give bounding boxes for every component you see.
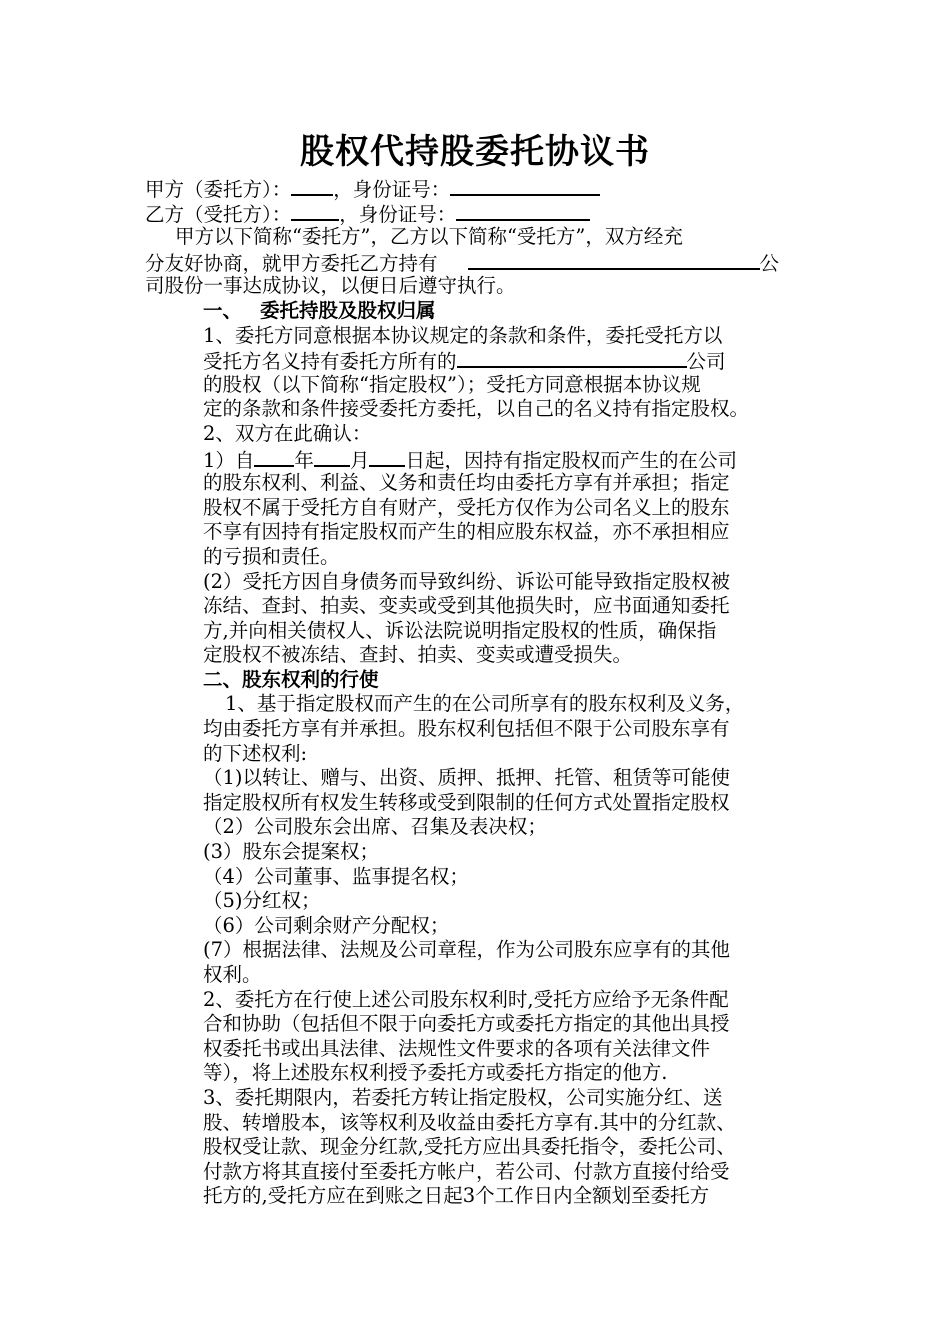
s1-item1-line-2: 的股东权利、利益、义务和责任均由委托方享有并承担；指定 (203, 471, 730, 495)
s1-item1-line-3: 股权不属于受托方自有财产，受托方仅作为公司名义上的股东 (203, 495, 730, 519)
party-a-line (145, 176, 810, 201)
section-1-title: 委托持股及股权归属 (260, 298, 436, 322)
s2-p1-line-1: 1、基于指定股权而产生的在公司所享有的股东权利及义务， (225, 692, 745, 716)
s2-right-7-line-2: 权利。 (203, 963, 262, 986)
s2-right-5: （5)分红权； (203, 889, 321, 913)
party-b-name-blank (291, 201, 339, 221)
year-label: 年 (294, 448, 314, 472)
month-blank (314, 447, 350, 467)
s1-company-blank (457, 348, 687, 368)
party-b-id-blank (456, 201, 590, 221)
s2-p3-line-3: 股权受让款、现金分红款,受托方应出具委托指令，委托公司、 (203, 1135, 736, 1159)
party-b-id-label: ，身份证号： (339, 202, 457, 226)
month-label: 月 (349, 448, 370, 472)
s2-right-7-line-1: (7）根据法律、法规及公司章程，作为公司股东应享有的其他 (203, 938, 731, 962)
s1-p1-line-4: 定的条款和条件接受委托方委托，以自己的名义持有指定股权。 (203, 397, 750, 421)
party-b-line (145, 201, 810, 226)
document-title: 股权代持股委托协议书 (300, 132, 650, 172)
s1-item2-line-2: 冻结、查封、拍卖、变卖或受到其他损失时，应书面通知委托 (203, 594, 730, 618)
party-a-label: 甲方（委托方）： (145, 178, 292, 201)
preamble-line-2-text: 分友好协商，就甲方委托乙方持有 (145, 251, 438, 275)
party-b-label: 乙方（受托方）： (145, 202, 292, 226)
s2-p3-line-4: 付款方将其直接付至委托方帐户，若公司、付款方直接付给受 (203, 1159, 730, 1183)
document-body (145, 176, 810, 1209)
s1-p1-line-3: 的股权（以下简称“指定股权”）；受托方同意根据本协议规 (203, 372, 701, 396)
s1-p2: 2、双方在此确认： (203, 421, 372, 445)
s1-p1-line-2-end: 公司 (686, 350, 726, 373)
s1-p1-line-2 (145, 348, 810, 373)
s2-p1-line-3: 的下述权利: (203, 741, 308, 765)
day-blank (369, 447, 405, 467)
preamble-line-2-end: 公 (759, 251, 780, 275)
s2-p1-line-2: 均由委托方享有并承担。股东权利包括但不限于公司股东享有 (203, 717, 730, 741)
preamble-line-1: 甲方以下简称“委托方”，乙方以下简称“受托方”，双方经充 (175, 225, 683, 249)
s2-p3-line-2: 股、转增股本，该等权利及收益由委托方享有.其中的分红款、 (203, 1110, 736, 1134)
year-blank (254, 447, 294, 467)
party-a-name-blank (291, 176, 333, 196)
s2-right-2: （2）公司股东会出席、召集及表决权； (203, 815, 547, 839)
s1-item1-line-4: 不享有因持有指定股权而产生的相应股东权益，亦不承担相应 (203, 520, 730, 544)
s2-p2-line-1: 2、委托方在行使上述公司股东权利时,受托方应给予无条件配 (203, 987, 729, 1011)
s1-p1-line-1: 1、委托方同意根据本协议规定的条款和条件，委托受托方以 (203, 323, 723, 347)
s1-item1-line-5: 的亏损和责任。 (203, 544, 340, 568)
s2-p2-line-3: 权委托书或出具法律、法规性文件要求的各项有关法律文件 (203, 1036, 711, 1060)
s1-item1-line-1 (145, 447, 810, 472)
s2-right-4: （4）公司董事、监事提名权； (203, 864, 469, 888)
company-name-blank (468, 250, 760, 270)
party-a-id-blank (450, 176, 600, 196)
preamble-line-2 (145, 250, 810, 275)
s1-item2-line-1: (2）受托方因自身债务而导致纠纷、诉讼可能导致指定股权被 (203, 569, 731, 593)
s2-right-1-line-1: （1)以转让、赠与、出资、质押、抵押、托管、租赁等可能使 (203, 766, 731, 790)
s2-right-3: (3）股东会提案权； (203, 840, 380, 864)
party-a-id-label: ，身份证号： (333, 178, 451, 201)
s2-right-1-line-2: 指定股权所有权发生转移或受到限制的任何方式处置指定股权 (203, 790, 730, 814)
section-1-number: 一、 (203, 298, 243, 322)
s2-p2-line-4: 等），将上述股东权利授予委托方或委托方指定的他方. (203, 1061, 668, 1085)
section-2-heading: 二、股东权利的行使 (203, 667, 379, 691)
s2-p2-line-2: 合和协助（包括但不限于向委托方或委托方指定的其他出具授 (203, 1012, 730, 1036)
item1-rest: 日起，因持有指定股权而产生的在公司 (405, 448, 737, 472)
s1-item2-line-4: 定股权不被冻结、查封、拍卖、变卖或遭受损失。 (203, 643, 633, 667)
s1-p1-line-2-text: 受托方名义持有委托方所有的 (203, 350, 457, 373)
s1-item2-line-3: 方,并向相关债权人、诉讼法院说明指定股权的性质，确保指 (203, 618, 717, 642)
section-1-heading (145, 299, 810, 324)
item1-prefix: 1）自 (203, 448, 255, 472)
s2-p3-line-1: 3、委托期限内，若委托方转让指定股权，公司实施分红、送 (203, 1085, 723, 1109)
s2-right-6: （6）公司剩余财产分配权； (203, 913, 450, 937)
preamble-line-3: 司股份一事达成协议，以便日后遵守执行。 (145, 274, 516, 298)
s2-p3-line-5: 托方的,受托方应在到账之日起3个工作日内全额划至委托方 (203, 1184, 710, 1208)
